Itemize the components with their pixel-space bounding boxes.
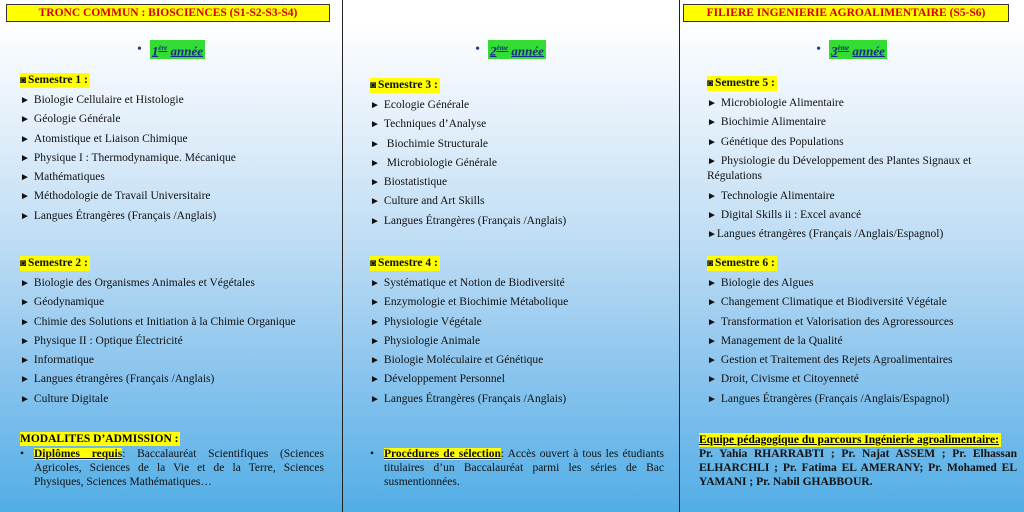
right-pointer-icon: ► (20, 95, 30, 106)
course-item: ► Atomistique et Liaison Chimique (20, 132, 188, 145)
year-label: 1ère année (150, 40, 205, 59)
right-pointer-icon: ► (20, 297, 30, 309)
course-item: ► Géologie Générale (20, 113, 121, 126)
right-pointer-icon: ► (707, 278, 717, 289)
right-pointer-icon: ► (20, 210, 30, 222)
semester-title: ◙ Semestre 5 : (707, 77, 775, 89)
year-heading (342, 40, 679, 58)
course-item: ► Microbiologie Alimentaire (707, 97, 844, 109)
semester-block (707, 76, 1012, 247)
square-bullet-icon: ◙ (707, 258, 714, 269)
right-pointer-icon: ► (370, 119, 380, 131)
right-pointer-icon: ► (707, 393, 717, 405)
right-pointer-icon: ► (707, 316, 717, 328)
course-item: ► Chimie des Solutions et Initiation à la Chimie Organique (20, 315, 296, 328)
column-banner: TRONC COMMUN : BIOSCIENCES (S1-S2-S3-S4) (6, 4, 330, 22)
course-item: ► Biologie Moléculaire et Génétique (370, 354, 544, 367)
right-pointer-icon: ► (20, 114, 30, 126)
course-item: ► Biologie des Organismes Animales et Végétales (20, 277, 255, 289)
right-pointer-icon: ► (707, 190, 717, 202)
right-pointer-icon: ► (370, 177, 380, 189)
column-banner: FILIERE INGENIERIE AGROALIMENTAIRE (S5-S6) (683, 4, 1009, 22)
year-heading (0, 40, 342, 58)
course-item: ► Langues Étrangères (Français /Anglais) (20, 209, 217, 222)
selection-text: • Procédures de sélection: Accès ouvert à tous les étudiants titulaires d’un Baccalauréat parmi les séries de Bac susmentionnées. (370, 448, 664, 488)
semester-block (707, 256, 1012, 411)
column-agroalimentaire (679, 0, 1024, 512)
right-pointer-icon: ► (20, 278, 30, 289)
course-list (20, 93, 340, 228)
right-pointer-icon: ► (707, 136, 717, 148)
course-item: ► Physique I : Thermodynamique. Mécanique (20, 151, 236, 164)
right-pointer-icon: ► (370, 316, 380, 328)
right-pointer-icon: ► (370, 374, 380, 386)
course-item: ► Techniques d’Analyse (370, 118, 487, 131)
course-item: ► Biochimie Alimentaire (707, 116, 826, 129)
right-pointer-icon: ► (20, 316, 30, 328)
admission-text: • Diplômes requis: Baccalauréat Scientifiques (Sciences Agricoles, Sciences de la Vie et de la Terre, Sciences Physiques, Sciences Mathématiques… (20, 448, 325, 488)
semester-title: ◙ Semestre 2 : (20, 257, 88, 269)
column-tronc-commun (0, 0, 342, 512)
course-item: ► Biologie des Algues (707, 277, 814, 289)
course-item: ► Biologie Cellulaire et Histologie (20, 94, 184, 106)
right-pointer-icon: ► (20, 374, 30, 386)
course-list (20, 276, 340, 411)
course-list (370, 276, 675, 411)
right-pointer-icon: ► (370, 297, 380, 309)
right-pointer-icon: ► (707, 374, 717, 386)
course-item: ► Mathématiques (20, 171, 105, 184)
right-pointer-icon: ► (707, 355, 717, 367)
square-bullet-icon: ◙ (20, 258, 27, 269)
right-pointer-icon: ► (20, 172, 30, 184)
round-bullet-icon: • (370, 448, 375, 460)
semester-title: ◙ Semestre 3 : (370, 79, 438, 91)
right-pointer-icon: ► (707, 210, 717, 222)
year-label: 3ème année (829, 40, 887, 59)
round-bullet-icon: • (20, 448, 25, 460)
course-list (370, 98, 675, 233)
course-item: ► Physiologie Végétale (370, 315, 482, 328)
right-pointer-icon: ► (707, 155, 717, 167)
right-pointer-icon: ► (370, 138, 380, 150)
right-pointer-icon: ► (20, 133, 30, 145)
course-item: ► Langues Étrangères (Français /Anglais) (370, 392, 567, 405)
square-bullet-icon: ◙ (370, 80, 377, 91)
column-second-year (342, 0, 679, 512)
semester-block (20, 256, 340, 411)
course-item: ► Culture and Art Skills (370, 195, 485, 208)
course-item: ► Management de la Qualité (707, 334, 843, 347)
semester-block (20, 73, 340, 228)
course-item: ► Physique II : Optique Électricité (20, 334, 183, 347)
course-item: ► Droit, Civisme et Citoyenneté (707, 373, 859, 386)
course-item: ► Informatique (20, 354, 94, 367)
semester-title: ◙ Semestre 4 : (370, 257, 438, 269)
course-item: ► Transformation et Valorisation des Agroressources (707, 315, 954, 328)
course-list (707, 276, 1012, 411)
right-pointer-icon: ► (370, 335, 380, 347)
right-pointer-icon: ► (20, 335, 30, 347)
round-bullet-icon: • (136, 41, 142, 57)
course-item: ► Ecologie Générale (370, 99, 470, 111)
round-bullet-icon: • (475, 41, 480, 57)
year-heading (679, 40, 1024, 58)
right-pointer-icon: ► (20, 393, 30, 405)
round-bullet-icon: • (816, 41, 821, 57)
course-item: ► Langues Étrangères (Français /Anglais/Espagnol) (707, 392, 950, 405)
square-bullet-icon: ◙ (707, 78, 714, 89)
semester-title: ◙ Semestre 6 : (707, 257, 775, 269)
right-pointer-icon: ► (20, 152, 30, 164)
course-item: ► Enzymologie et Biochimie Métabolique (370, 296, 569, 309)
right-pointer-icon: ► (707, 117, 717, 129)
column-divider (342, 0, 343, 512)
semester-block (370, 78, 675, 233)
course-item: ► Physiologie Animale (370, 334, 481, 347)
course-item: ► Technologie Alimentaire (707, 189, 835, 202)
year-label: 2ème année (488, 40, 546, 59)
semester-block (370, 256, 675, 411)
course-item: ► Microbiologie Générale (370, 156, 497, 169)
right-pointer-icon: ► (370, 278, 380, 289)
square-bullet-icon: ◙ (370, 258, 377, 269)
course-item: ► Physiologie du Développement des Plantes Signaux et Régulations (707, 154, 972, 182)
right-pointer-icon: ► (707, 229, 717, 241)
right-pointer-icon: ► (20, 355, 30, 367)
course-item: ► Développement Personnel (370, 373, 505, 386)
right-pointer-icon: ► (20, 191, 30, 203)
selection-label: Procédures de sélection (384, 448, 501, 460)
course-item: ►Langues étrangères (Français /Anglais/Espagnol) (707, 228, 944, 241)
right-pointer-icon: ► (707, 335, 717, 347)
course-item: ► Langues étrangères (Français /Anglais) (20, 373, 215, 386)
semester-title: ◙ Semestre 1 : (20, 74, 88, 86)
course-item: ► Biochimie Structurale (370, 137, 489, 150)
course-item: ► Méthodologie de Travail Universitaire (20, 190, 211, 203)
square-bullet-icon: ◙ (20, 75, 27, 86)
right-pointer-icon: ► (370, 157, 380, 169)
course-item: ► Géodynamique (20, 296, 105, 309)
course-item: ► Langues Étrangères (Français /Anglais) (370, 214, 567, 227)
course-item: ► Digital Skills ii : Excel avancé (707, 209, 862, 222)
course-item: ► Culture Digitale (20, 392, 109, 405)
course-item: ► Biostatistique (370, 176, 448, 189)
course-item: ► Systématique et Notion de Biodiversité (370, 277, 565, 289)
right-pointer-icon: ► (370, 215, 380, 227)
column-divider (679, 0, 680, 512)
right-pointer-icon: ► (370, 196, 380, 208)
right-pointer-icon: ► (707, 98, 717, 109)
right-pointer-icon: ► (370, 393, 380, 405)
right-pointer-icon: ► (370, 100, 380, 111)
right-pointer-icon: ► (707, 297, 717, 309)
course-item: ► Changement Climatique et Biodiversité Végétale (707, 296, 947, 309)
team-members: Pr. Yahia RHARRABTI ; Pr. Najat ASSEM ; Pr. Elhassan ELHARCHLI ; Pr. Fatima EL AMERANY; Pr. Mohamed EL YAMANI ; Pr. Nabil GHABBOUR. (699, 448, 1017, 488)
course-list (707, 96, 1012, 247)
course-item: ► Génétique des Populations (707, 135, 844, 148)
course-item: ► Gestion et Traitement des Rejets Agroalimentaires (707, 354, 953, 367)
right-pointer-icon: ► (370, 355, 380, 367)
admission-label: Diplômes requis (34, 448, 123, 460)
team-heading: Equipe pédagogique du parcours Ingénierie agroalimentaire: (699, 434, 999, 446)
admission-heading: MODALITES D’ADMISSION : (20, 433, 179, 445)
